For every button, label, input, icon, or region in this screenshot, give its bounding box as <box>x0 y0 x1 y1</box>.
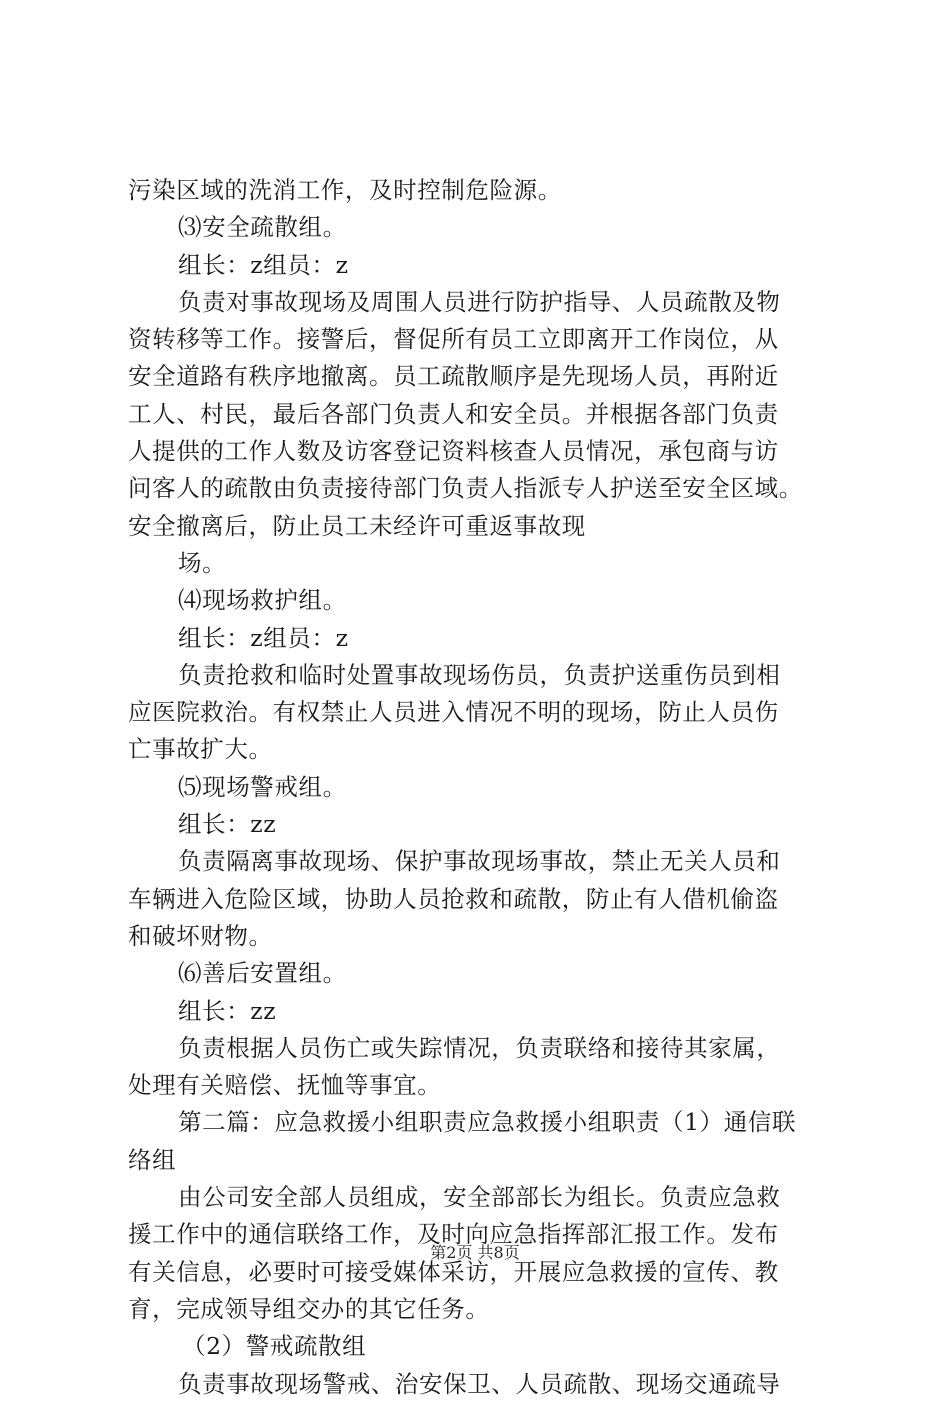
chapter-heading: 第二篇：应急救援小组职责应急救援小组职责（1）通信联 <box>178 1108 797 1137</box>
text-line: 安全道路有秩序地撤离。员工疏散顺序是先现场人员，再附近 <box>128 362 779 391</box>
section-heading: （2）警戒疏散组 <box>182 1332 367 1361</box>
text-line: 亡事故扩大。 <box>128 735 273 764</box>
text-line: 由公司安全部人员组成，安全部部长为组长。负责应急救 <box>178 1183 781 1212</box>
group-members-line: 组长：zz <box>178 996 277 1025</box>
text-line: 资转移等工作。接警后，督促所有员工立即离开工作岗位，从 <box>128 325 779 354</box>
text-line: 安全撤离后，防止员工未经许可重返事故现 <box>128 511 586 540</box>
page-number-footer: 第2页 共8页 <box>430 1243 520 1262</box>
section-heading: ⑸现场警戒组。 <box>178 772 347 801</box>
section-heading: ⑹善后安置组。 <box>178 959 347 988</box>
text-line: 应医院救治。有权禁止人员进入情况不明的现场，防止人员伤 <box>128 698 779 727</box>
text-line: 负责抢救和临时处置事故现场伤员，负责护送重伤员到相 <box>178 660 781 689</box>
text-line: 负责事故现场警戒、治安保卫、人员疏散、现场交通疏导 <box>178 1369 781 1398</box>
document-body <box>128 172 848 1403</box>
text-line: 和破坏财物。 <box>128 921 273 950</box>
text-line: 车辆进入危险区域，协助人员抢救和疏散，防止有人借机偷盗 <box>128 884 779 913</box>
group-members-line: 组长：z组员：z <box>178 623 349 652</box>
group-members-line: 组长：zz <box>178 810 277 839</box>
section-heading: ⑷现场救护组。 <box>178 586 347 615</box>
text-line: 络组 <box>128 1145 177 1174</box>
text-line: 育，完成领导组交办的其它任务。 <box>128 1294 490 1323</box>
section-heading: ⑶安全疏散组。 <box>178 213 347 242</box>
text-line: 污染区域的洗消工作，及时控制危险源。 <box>128 176 562 204</box>
text-line: 负责根据人员伤亡或失踪情况，负责联络和接待其家属， <box>178 1033 781 1062</box>
text-line: 问客人的疏散由负责接待部门负责人指派专人护送至安全区域。 <box>128 474 803 503</box>
text-line: 人提供的工作人数及访客登记资料核查人员情况，承包商与访 <box>128 437 779 466</box>
text-line: 场。 <box>178 548 227 577</box>
text-line: 负责隔离事故现场、保护事故现场事故，禁止无关人员和 <box>178 847 781 876</box>
text-line: 援工作中的通信联络工作，及时向应急指挥部汇报工作。发布 <box>128 1220 779 1249</box>
text-line: 有关信息，必要时可接受媒体采访，开展应急救援的宣传、教 <box>128 1257 779 1286</box>
group-members-line: 组长：z组员：z <box>178 250 349 279</box>
text-line: 负责对事故现场及周围人员进行防护指导、人员疏散及物 <box>178 287 781 316</box>
text-line: 处理有关赔偿、抚恤等事宜。 <box>128 1071 442 1100</box>
text-line: 工人、村民，最后各部门负责人和安全员。并根据各部门负责 <box>128 399 779 428</box>
